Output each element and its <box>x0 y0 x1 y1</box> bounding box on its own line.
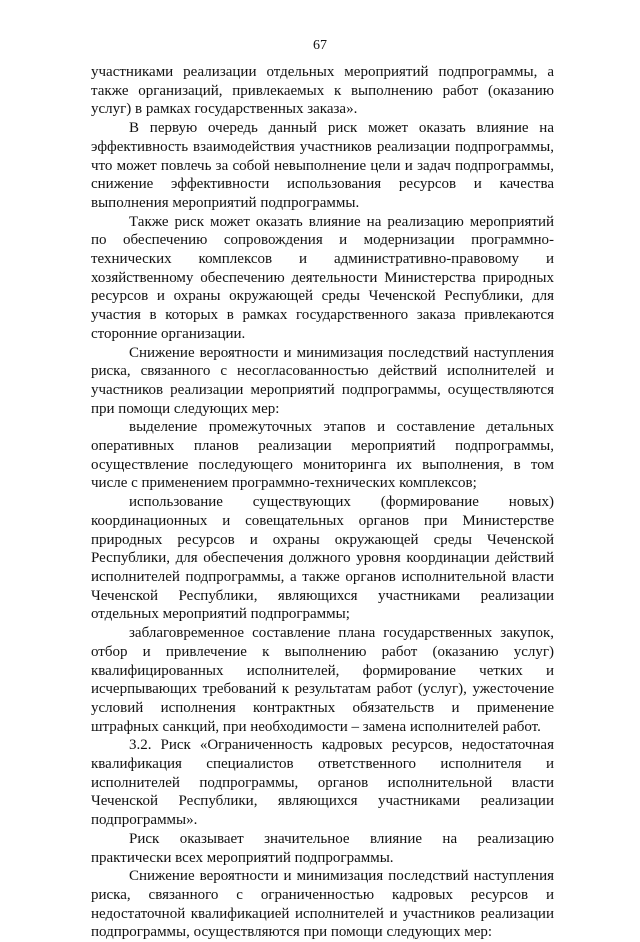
paragraph: Снижение вероятности и минимизация последствий наступления риска, связанного с ограниченностью кадровых ресурсов и недостаточной квалификацией исполнителей и участников реализации подпрограммы, осуществляются при помощи следующих мер: <box>91 868 554 941</box>
section-heading-paragraph: 3.2. Риск «Ограниченность кадровых ресурсов, недостаточная квалификация специалистов ответственного исполнителя и исполнителей подпрограммы, органов исполнительной власти Чеченской Республики, являющихся участниками реализации подпрограммы». <box>91 737 554 829</box>
paragraph-continuation: участниками реализации отдельных мероприятий подпрограммы, а также организаций, привлекаемых к выполнению работ (оказанию услуг) в рамках государственных заказа». <box>91 64 554 118</box>
paragraph: Снижение вероятности и минимизация последствий наступления риска, связанного с несогласованностью действий исполнителей и участников реализации мероприятий подпрограммы, осуществляются при помощи следующих мер: <box>91 344 554 417</box>
body-text <box>91 63 554 942</box>
list-item-paragraph: использование существующих (формирование новых) координационных и совещательных органов при Министерстве природных ресурсов и охраны окружающей среды Чеченской Республики, для обеспечения должного уровня координации действий исполнителей подпрограммы, а также органов исполнительной власти Чеченской Республики, являющихся участниками реализации отдельных мероприятий подпрограммы; <box>91 494 554 623</box>
paragraph: Также риск может оказать влияние на реализацию мероприятий по обеспечению сопровождения и модернизации программно-технических комплексов и административно-правовому и хозяйственному обеспечению деятельности Министерства природных ресурсов и охраны окружающей среды Чеченской Республики, для участия в которых в рамках государственного заказа привлекаются сторонние организации. <box>91 213 554 342</box>
paragraph: Риск оказывает значительное влияние на реализацию практически всех мероприятий подпрограммы. <box>91 830 554 866</box>
paragraph: В первую очередь данный риск может оказать влияние на эффективность взаимодействия участников реализации подпрограммы, что может повлечь за собой невыполнение цели и задач подпрограммы, снижение эффективности использования ресурсов и качества выполнения мероприятий подпрограммы. <box>91 120 554 211</box>
page-number: 67 <box>313 38 327 53</box>
list-item-paragraph: заблаговременное составление плана государственных закупок, отбор и привлечение к выполнению работ (оказанию услуг) квалифицированных исполнителей, формирование четких и исчерпывающих требований к результатам работ (услуг), ужесточение условий исполнения контрактных обязательств и применение штрафных санкций, при необходимости – замена исполнителей работ. <box>91 625 554 735</box>
list-item-paragraph: выделение промежуточных этапов и составление детальных оперативных планов реализации мероприятий подпрограммы, осуществление последующего мониторинга их выполнения, в том числе с применением программно-технических комплексов; <box>91 419 554 492</box>
